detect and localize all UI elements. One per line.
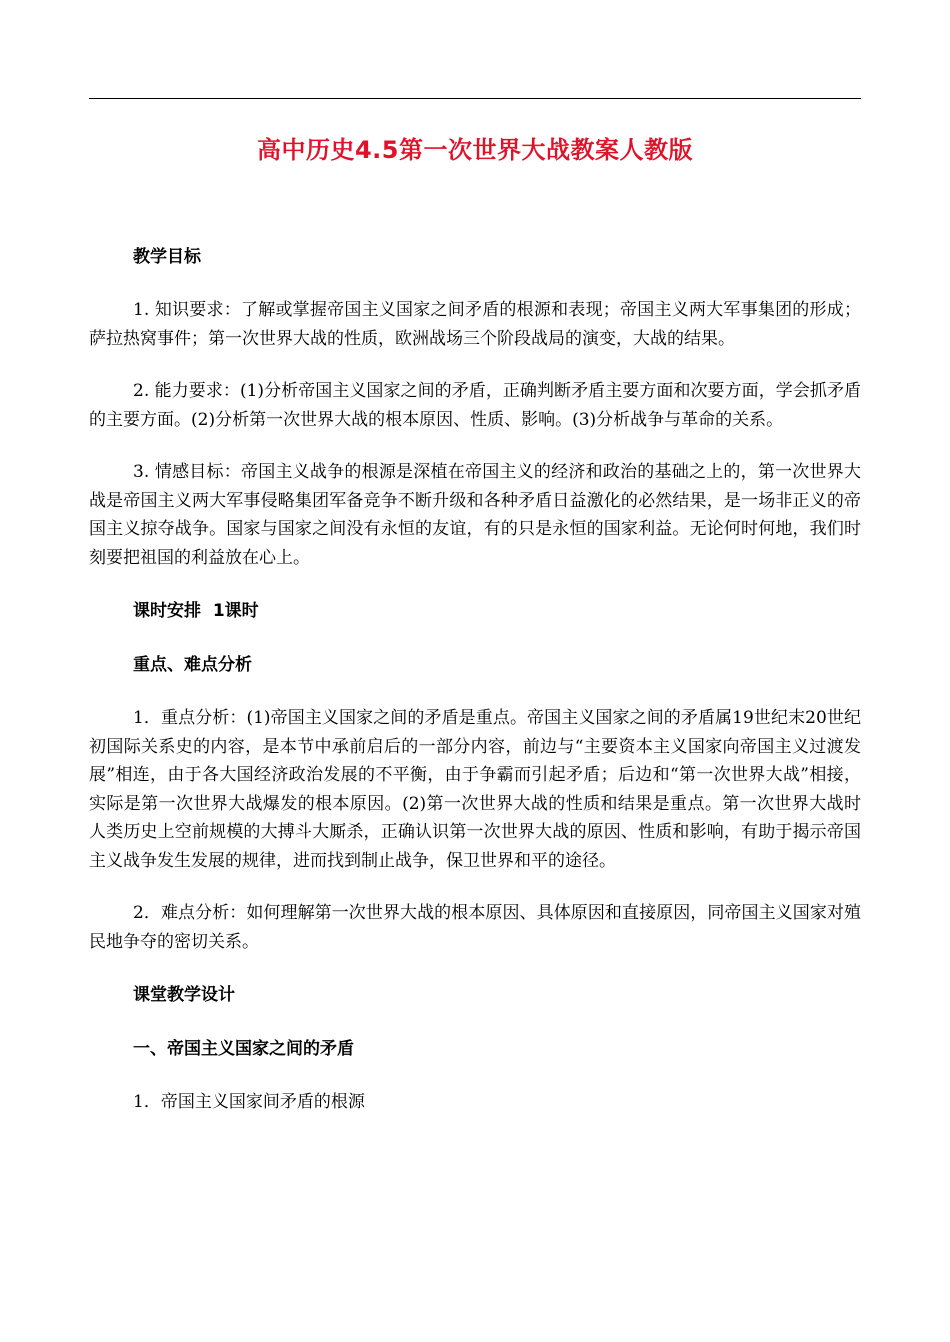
document-body (89, 242, 861, 1141)
design-heading: 课堂教学设计 (133, 985, 235, 1005)
goal-ability: 2. 能力要求：(1)分析帝国主义国家之间的矛盾，正确判断矛盾主要方面和次要方面，学会抓矛盾的主要方面。(2)分析第一次世界大战的根本原因、性质、影响。(3)分析战争与革命的关系。 (89, 381, 861, 430)
analysis-heading: 重点、难点分析 (133, 655, 252, 675)
goal-emotion: 3. 情感目标：帝国主义战争的根源是深植在帝国主义的经济和政治的基础之上的，第一次世界大战是帝国主义两大军事侵略集团军备竞争不断升级和各种矛盾日益激化的必然结果，是一场非正义的帝国主义掠夺战争。国家与国家之间没有永恒的友谊，有的只是永恒的国家利益。无论何时何地，我们时刻要把祖国的利益放在心上。 (89, 462, 861, 568)
goal-knowledge: 1. 知识要求：了解或掌握帝国主义国家之间矛盾的根源和表现；帝国主义两大军事集团的形成；萨拉热窝事件；第一次世界大战的性质，欧洲战场三个阶段战局的演变，大战的结果。 (89, 300, 861, 349)
part-one-heading: 一、帝国主义国家之间的矛盾 (133, 1039, 354, 1059)
schedule-heading: 课时安排 1课时 (133, 601, 259, 621)
header-rule (89, 98, 861, 99)
analysis-key-points: 1．重点分析：(1)帝国主义国家之间的矛盾是重点。帝国主义国家之间的矛盾属19世纪末20世纪初国际关系史的内容，是本节中承前启后的一部分内容，前边与“主要资本主义国家向帝国主义过渡发展”相连，由于各大国经济政治发展的不平衡，由于争霸而引起矛盾；后边和“第一次世界大战”相接，实际是第一次世界大战爆发的根本原因。(2)第一次世界大战的性质和结果是重点。第一次世界大战时人类历史上空前规模的大搏斗大厮杀，正确认识第一次世界大战的原因、性质和影响，有助于揭示帝国主义战争发生发展的规律，进而找到制止战争，保卫世界和平的途径。 (89, 708, 861, 871)
part-one-item-one: 1．帝国主义国家间矛盾的根源 (133, 1092, 365, 1112)
analysis-difficulties: 2．难点分析：如何理解第一次世界大战的根本原因、具体原因和直接原因，同帝国主义国家对殖民地争夺的密切关系。 (89, 903, 861, 952)
goals-heading: 教学目标 (133, 247, 201, 267)
document-title: 高中历史4.5第一次世界大战教案人教版 (256, 136, 693, 164)
